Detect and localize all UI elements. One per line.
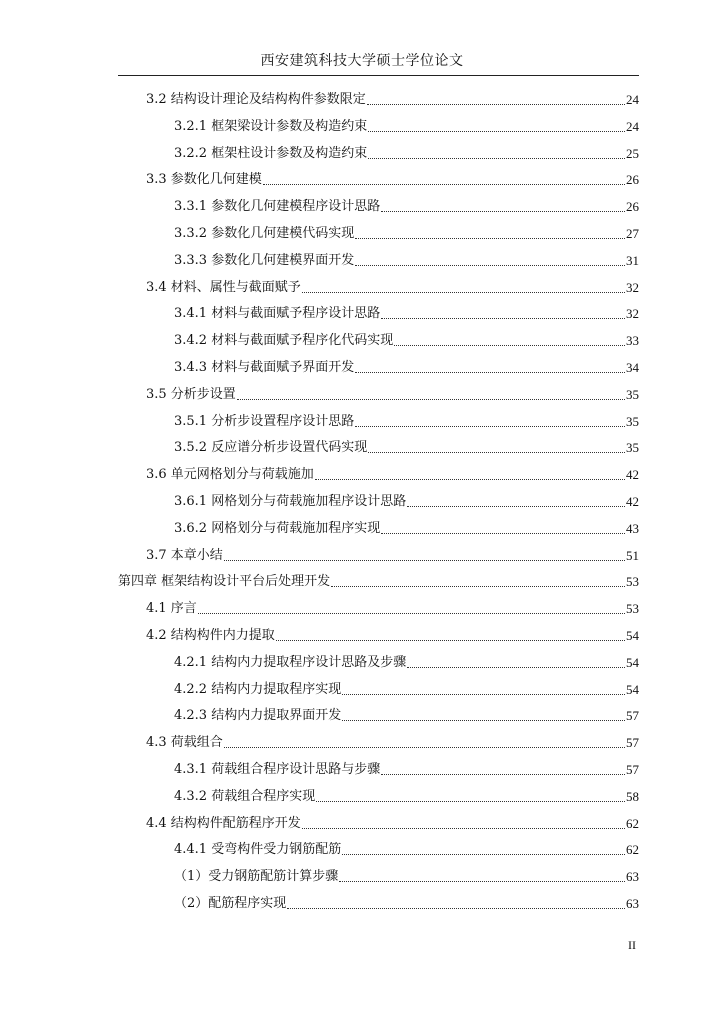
toc-entry-label: 3.5.2 反应谱分析步设置代码实现 [174,440,368,456]
toc-leader-dots [342,854,625,855]
toc-entry-page: 54 [626,681,639,697]
toc-entry[interactable] [174,437,639,459]
toc-leader-dots [381,533,625,534]
toc-entry-page: 24 [626,92,639,107]
toc-entry[interactable] [174,893,639,915]
toc-entry-label: 4.4.1 受弯构件受力钢筋配筋 [174,842,342,858]
toc-leader-dots [276,640,625,641]
toc-entry-label: 4.3.1 荷载组合程序设计思路与步骤 [174,762,381,777]
toc-entry-label: 3.4 材料、属性与截面赋予 [146,279,301,295]
toc-leader-dots [302,292,625,293]
toc-leader-dots [355,238,625,239]
toc-entry[interactable] [174,759,639,781]
toc-entry-page: 35 [626,386,639,402]
toc-entry-page: 26 [626,172,639,188]
toc-entry-page: 35 [626,440,639,456]
toc-entry[interactable] [146,598,639,620]
toc-entry-page: 42 [626,467,639,483]
toc-entry-page: 43 [626,520,639,536]
page-number: II [628,938,636,952]
toc-entry-page: 25 [626,145,639,161]
toc-leader-dots [198,613,625,614]
toc-leader-dots [368,452,625,453]
toc-entry[interactable] [174,116,639,138]
toc-leader-dots [367,104,625,105]
toc-leader-dots [224,747,625,748]
toc-leader-dots [355,426,625,427]
toc-entry-page: 42 [626,494,639,509]
toc-entry[interactable] [174,196,639,218]
toc-entry[interactable] [146,732,639,754]
toc-entry-label: 3.2.2 框架柱设计参数及构造约束 [174,145,368,161]
toc-entry[interactable] [174,223,639,245]
toc-entry-page: 54 [626,628,639,643]
toc-entry-page: 53 [626,574,639,590]
toc-entry-label: 4.2.1 结构内力提取程序设计思路及步骤 [174,654,407,670]
toc-entry-page: 57 [626,735,639,751]
toc-leader-dots [342,720,625,721]
toc-leader-dots [316,801,625,802]
toc-entry[interactable] [174,491,639,513]
toc-entry-label: 3.6.2 网格划分与荷载施加程序实现 [174,520,381,536]
toc-entry[interactable] [174,303,639,325]
toc-entry[interactable] [174,250,639,272]
toc-entry[interactable] [146,545,639,567]
toc-entry-label: 3.4.1 材料与截面赋予程序设计思路 [174,306,381,322]
toc-entry-label: 4.3 荷载组合 [146,735,223,751]
toc-entry-label: 3.4.3 材料与截面赋予界面开发 [174,360,355,375]
toc-entry-page: 53 [626,601,639,617]
toc-entry-label: 4.4 结构构件配筋程序开发 [146,815,301,831]
toc-entry[interactable] [174,518,639,540]
toc-entry[interactable] [146,169,639,191]
running-header: 西安建筑科技大学硕士学位论文 [260,53,464,69]
toc-entry[interactable] [146,813,639,835]
toc-entry[interactable] [174,652,639,674]
toc-entry-label: 3.3.2 参数化几何建模代码实现 [174,226,355,241]
toc-entry-page: 63 [626,869,639,885]
toc-entry-page: 62 [626,842,639,858]
toc-entry-page: 57 [626,762,639,777]
toc-entry-label: 3.6 单元网格划分与荷载施加 [146,467,314,483]
toc-leader-dots [368,131,625,132]
toc-entry-page: 63 [626,896,639,911]
toc-entry-page: 31 [626,252,639,268]
toc-entry[interactable] [146,625,639,647]
toc-entry-label: （2）配筋程序实现 [174,896,287,911]
toc-entry[interactable] [174,330,639,352]
toc-leader-dots [355,372,625,373]
toc-entry-label: 4.2 结构构件内力提取 [146,628,275,643]
toc-entry-page: 58 [626,788,639,804]
toc-leader-dots [331,586,625,587]
toc-leader-dots [368,158,625,159]
toc-leader-dots [407,506,625,507]
toc-entry-label: 3.2.1 框架梁设计参数及构造约束 [174,118,368,134]
toc-entry-label: 3.3 参数化几何建模 [146,172,262,188]
toc-entry-label: 3.5.1 分析步设置程序设计思路 [174,413,355,429]
toc-leader-dots [342,694,625,695]
toc-entry[interactable] [118,571,639,593]
toc-entry-page: 32 [626,306,639,322]
toc-entry-page: 51 [626,547,639,563]
toc-entry-label: 3.3.3 参数化几何建模界面开发 [174,252,355,268]
toc-leader-dots [339,881,625,882]
toc-entry[interactable] [146,464,639,486]
toc-entry[interactable] [146,384,639,406]
toc-leader-dots [224,560,625,561]
toc-leader-dots [355,265,625,266]
toc-leader-dots [302,828,625,829]
toc-leader-dots [287,908,625,909]
toc-leader-dots [381,318,625,319]
toc-entry-page: 62 [626,815,639,831]
toc-entry[interactable] [174,357,639,379]
toc-leader-dots [263,184,625,185]
toc-entry[interactable] [146,277,639,299]
toc-entry-label: 3.3.1 参数化几何建模程序设计思路 [174,199,381,215]
toc-entry[interactable] [174,839,639,861]
toc-entry-label: 4.3.2 荷载组合程序实现 [174,788,316,804]
toc-leader-dots [381,211,625,212]
toc-entry-label: 4.2.2 结构内力提取程序实现 [174,681,342,697]
toc-entry[interactable] [146,89,639,111]
header-rule [118,75,639,76]
toc-leader-dots [394,345,625,346]
toc-entry-label: 3.7 本章小结 [146,547,223,563]
toc-entry-page: 26 [626,199,639,215]
toc-entry-label: 第四章 框架结构设计平台后处理开发 [118,574,331,590]
toc-leader-dots [237,399,625,400]
toc-entry-label: 4.2.3 结构内力提取界面开发 [174,708,342,724]
toc-entry[interactable] [174,411,639,433]
toc-entry-label: 3.5 分析步设置 [146,386,236,402]
toc-entry-page: 34 [626,360,639,375]
toc-entry[interactable] [174,786,639,808]
toc-entry-page: 27 [626,226,639,241]
toc-entry[interactable] [174,679,639,701]
toc-entry-label: 4.1 序言 [146,601,197,617]
toc-entry[interactable] [174,705,639,727]
toc-entry-page: 33 [626,333,639,349]
toc-entry-page: 24 [626,118,639,134]
toc-entry-label: 3.6.1 网格划分与荷载施加程序设计思路 [174,494,407,509]
toc-entry[interactable] [174,143,639,165]
toc-leader-dots [315,479,625,480]
toc-entry-label: 3.4.2 材料与截面赋予程序化代码实现 [174,333,394,349]
toc-entry-page: 35 [626,413,639,429]
toc-entry-page: 54 [626,654,639,670]
toc-leader-dots [407,667,625,668]
toc-entry-page: 57 [626,708,639,724]
toc-entry-label: 3.2 结构设计理论及结构构件参数限定 [146,92,366,107]
toc-entry-label: （1）受力钢筋配筋计算步骤 [174,869,339,885]
toc-leader-dots [381,774,625,775]
toc-entry[interactable] [174,866,639,888]
toc-entry-page: 32 [626,279,639,295]
